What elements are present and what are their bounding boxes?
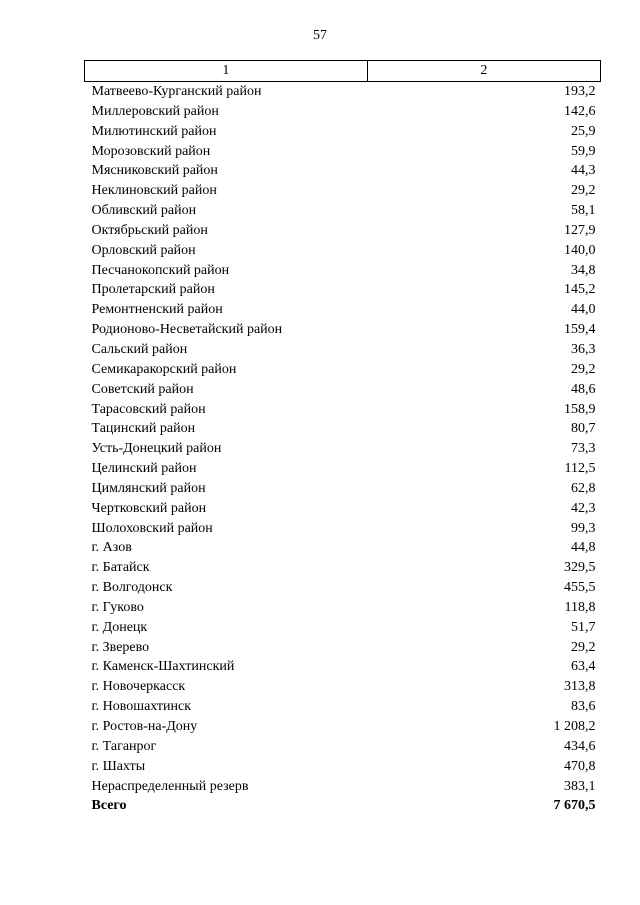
table-row [85,697,601,717]
row-name: Ремонтненский район [91,302,223,318]
row-value: 434,6 [564,738,596,754]
row-value: 62,8 [571,480,596,496]
row-value: 193,2 [564,84,596,99]
table-row [85,757,601,777]
row-value: 73,3 [571,441,596,457]
table-row [85,538,601,558]
row-value: 29,2 [571,639,596,655]
table-row [85,241,601,261]
table-row [85,122,601,142]
row-name: Родионово-Несветайский район [91,322,283,338]
table-row [85,459,601,479]
row-value: 383,1 [564,778,596,794]
row-value: 99,3 [571,520,596,536]
table-row [85,499,601,519]
row-value: 1 208,2 [553,719,596,734]
row-name: Морозовский район [91,143,211,159]
row-name: Целинский район [91,461,197,477]
row-name: г. Зверево [91,639,150,655]
table-row [85,578,601,598]
table-row [85,439,601,459]
row-value: 51,7 [571,619,596,635]
row-value: 112,5 [564,461,596,477]
row-value: 63,4 [571,659,596,675]
table-row [85,102,601,122]
header-row [85,61,601,82]
row-name: Семикаракорский район [91,361,237,377]
table-header [85,61,601,82]
table-row [85,181,601,201]
table-row [85,380,601,400]
row-name: Матвеево-Курганский район [91,84,262,99]
row-name: г. Гуково [91,599,144,615]
row-value: 58,1 [571,203,596,219]
row-value: 140,0 [564,242,596,258]
row-name: Мясниковский район [91,163,218,179]
row-value: 29,2 [571,183,596,199]
row-name: Пролетарский район [91,282,215,298]
row-name: г. Шахты [91,758,146,774]
table-row [85,82,601,102]
table-row [85,777,601,797]
page-number: 57 [313,28,327,43]
row-name: Миллеровский район [91,103,219,119]
row-name: Октябрьский район [91,222,208,238]
row-value: 313,8 [564,679,596,695]
row-name: г. Волгодонск [91,580,173,596]
row-value: 470,8 [564,758,596,774]
table-row [85,737,601,757]
table-row [85,558,601,578]
table-row [85,142,601,162]
row-name: Чертковский район [91,500,207,516]
table-row [85,340,601,360]
table-row [85,677,601,697]
row-name: Тацинский район [91,421,196,437]
table-row [85,261,601,281]
table-row [85,300,601,320]
table-row [85,201,601,221]
row-name: г. Ростов-на-Дону [91,719,198,734]
row-name: г. Таганрог [91,738,157,754]
row-value: 142,6 [564,103,596,119]
row-value: 29,2 [571,361,596,377]
row-name: Советский район [91,381,194,397]
total-label: Всего [91,798,127,814]
row-value: 48,6 [571,381,596,397]
row-name: г. Новошахтинск [91,699,192,715]
column-header-2: 2 [367,61,600,82]
table-row [85,479,601,499]
row-value: 44,0 [571,302,596,318]
row-value: 145,2 [564,282,596,298]
row-name: Нераспределенный резерв [91,778,249,794]
row-name: г. Новочеркасск [91,679,186,695]
allocation-table [84,60,601,816]
row-value: 42,3 [571,500,596,516]
table-row [85,598,601,618]
row-value: 158,9 [564,401,596,417]
row-value: 329,5 [564,560,596,576]
table-row [85,638,601,658]
total-row [85,796,601,816]
row-value: 455,5 [564,580,596,596]
row-name: г. Каменск-Шахтинский [91,659,235,675]
table-row [85,360,601,380]
row-value: 44,8 [571,540,596,556]
total-value: 7 670,5 [553,798,596,814]
row-name: Шолоховский район [91,520,213,536]
table-body [85,82,601,817]
row-value: 83,6 [571,699,596,715]
row-value: 44,3 [571,163,596,179]
row-name: Милютинский район [91,123,217,139]
row-name: Обливский район [91,203,197,219]
table-row [85,657,601,677]
table-row [85,618,601,638]
row-value: 80,7 [571,421,596,437]
table-row [85,221,601,241]
row-value: 127,9 [564,222,596,238]
row-name: Цимлянский район [91,480,206,496]
table-row [85,320,601,340]
table-row [85,519,601,539]
table-row [85,717,601,737]
row-name: Усть-Донецкий район [91,441,222,457]
row-value: 118,8 [564,599,596,615]
table-row [85,419,601,439]
row-value: 159,4 [564,322,596,338]
row-value: 34,8 [571,262,596,278]
row-name: Сальский район [91,341,188,357]
row-value: 25,9 [571,123,596,139]
column-header-1: 1 [85,61,368,82]
row-name: Неклиновский район [91,183,217,199]
row-name: г. Донецк [91,619,148,635]
row-name: г. Батайск [91,560,150,576]
row-name: Тарасовский район [91,401,206,417]
row-value: 59,9 [571,143,596,159]
row-name: Орловский район [91,242,196,258]
table-row [85,400,601,420]
table-row [85,161,601,181]
table-row [85,280,601,300]
row-value: 36,3 [571,341,596,357]
row-name: г. Азов [91,540,132,556]
row-name: Песчанокопский район [91,262,230,278]
